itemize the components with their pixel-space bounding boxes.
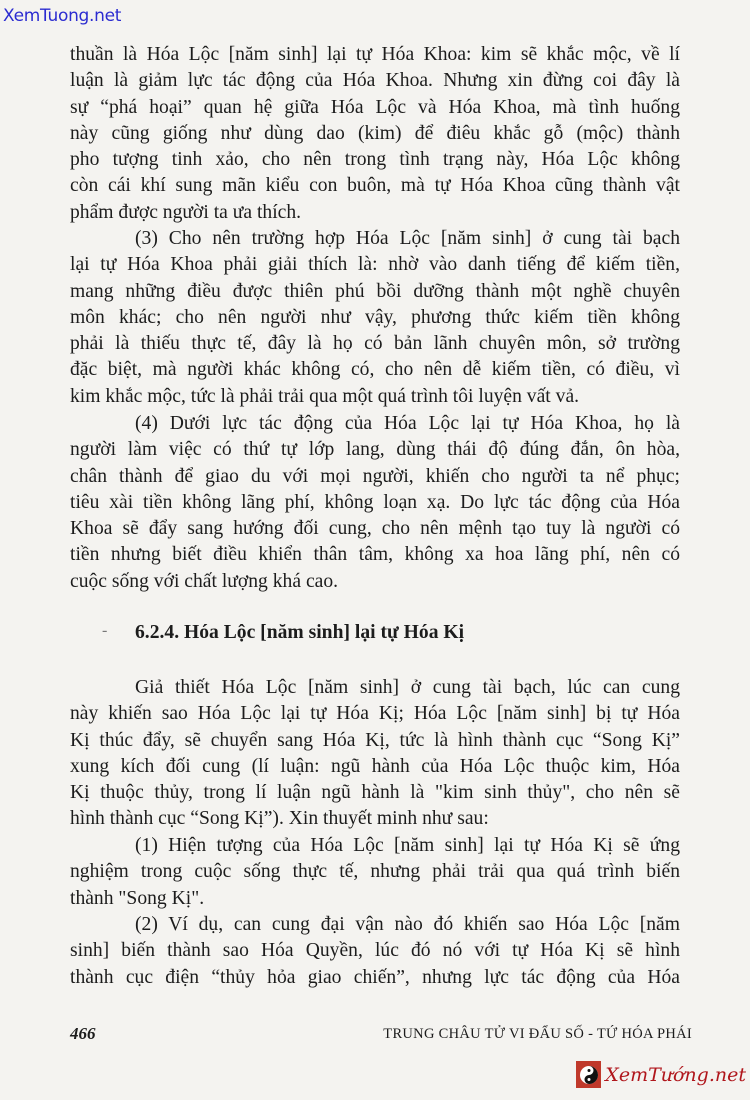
text-line: lại tự Hóa Khoa phải giải thích là: nhờ vào danh tiếng để kiếm tiền, <box>70 254 680 276</box>
text-line: luận là giảm lực tác động của Hóa Khoa. Nhưng xin đừng coi đây là <box>70 70 680 92</box>
text-line: này khiến sao Hóa Lộc lại tự Hóa Kị; Hóa Lộc [năm sinh] bị tự Hóa <box>70 703 680 725</box>
text-line: thành "Song Kị". <box>70 887 205 909</box>
text-line: hình thành cục “Song Kị”). Xin thuyết minh như sau: <box>70 808 489 830</box>
paragraph-5 <box>70 833 680 912</box>
text-line: phẩm được người ta ưa thích. <box>70 201 302 223</box>
yin-yang-icon <box>576 1061 601 1088</box>
text-line: (4) Dưới lực tác động của Hóa Lộc lại tự Hóa Khoa, họ là <box>135 413 680 434</box>
text-line: kim khắc mộc, tức là phải trải qua một quá trình tôi luyện vất vả. <box>70 385 580 407</box>
watermark-top: XemTuong.net <box>3 6 122 26</box>
site-logo <box>576 1061 746 1088</box>
text-line: sự “phá hoại” quan hệ giữa Hóa Lộc và Hóa Khoa, mà tình huống <box>70 96 680 118</box>
text-line: (1) Hiện tượng của Hóa Lộc [năm sinh] lại tự Hóa Kị sẽ ứng <box>135 835 680 856</box>
text-line: Khoa sẽ đẩy sang hướng đối cung, cho nên mệnh tạo tuy là người có <box>70 518 680 540</box>
text-line: môn khác; cho nên người như vậy, phương thức kiếm tiền không <box>70 306 680 328</box>
text-line: tiền nhưng biết điều khiển thân tâm, không xa hoa lãng phí, nên có <box>70 544 680 566</box>
heading-dash: - <box>102 622 108 639</box>
paragraph-4 <box>70 675 680 833</box>
text-line: thành cục điện “thủy hỏa giao chiến”, nhưng lực tác động của Hóa <box>70 966 680 988</box>
text-line: chân thành để giao du với mọi người, khiến cho người ta nể phục; <box>70 465 680 487</box>
paragraph-3 <box>70 411 680 595</box>
text-line: thuần là Hóa Lộc [năm sinh] lại tự Hóa Khoa: kim sẽ khắc mộc, về lí <box>70 44 680 65</box>
paragraph-6 <box>70 912 680 991</box>
logo-text: XemTướng.net <box>605 1063 746 1086</box>
text-line: Kị thuộc thủy, trong lí luận ngũ hành là "kim sinh thủy", cho nên sẽ <box>70 782 680 804</box>
paragraph-1 <box>70 42 680 226</box>
text-line: Kị thúc đẩy, sẽ chuyển sang Hóa Kị, tức là hình thành cục “Song Kị” <box>70 729 680 751</box>
paragraph-2 <box>70 226 680 410</box>
text-line: này cũng giống như dùng dao (kim) để điêu khắc gỗ (mộc) thành <box>70 122 680 144</box>
text-line: Giả thiết Hóa Lộc [năm sinh] ở cung tài bạch, lúc can cung <box>135 677 680 698</box>
text-line: (3) Cho nên trường hợp Hóa Lộc [năm sinh] ở cung tài bạch <box>135 228 680 249</box>
text-line: nghiệm trong cuộc sống thực tế, nhưng phải trải qua quá trình biến <box>70 861 680 883</box>
text-line: cuộc sống với chất lượng khá cao. <box>70 570 339 592</box>
text-line: còn cái khí sung mãn kiểu con buôn, mà tự Hóa Khoa cũng thành vật <box>70 175 680 197</box>
page-number: 466 <box>70 1024 96 1043</box>
text-line: mang những điều được thiên phú bồi dưỡng thành một nghề chuyên <box>70 280 680 302</box>
text-line: sinh] biến thành sao Hóa Quyền, lúc đó nó với tự Hóa Kị sẽ hình <box>70 940 680 962</box>
running-head: TRUNG CHÂU TỬ VI ĐẨU SỐ - TỨ HÓA PHÁI <box>383 1026 692 1042</box>
section-heading: 6.2.4. Hóa Lộc [năm sinh] lại tự Hóa Kị <box>135 622 465 643</box>
text-line: pho tượng tinh xảo, cho nên trong tình trạng này, Hóa Lộc không <box>70 149 680 171</box>
text-line: xung kích đối cung (lí luận: ngũ hành của Hóa Lộc thuộc kim, Hóa <box>70 755 680 777</box>
text-line: đặc biệt, mà người khác không có, cho nên dễ kiếm tiền, có điều, vì <box>70 359 680 381</box>
text-line: phải là thiếu thực tế, đây là họ có bản lãnh chuyên môn, sở trường <box>70 333 680 355</box>
text-line: tiêu xài tiền không lãng phí, không loạn xạ. Do lực tác động của Hóa <box>70 491 680 513</box>
text-line: (2) Ví dụ, can cung đại vận nào đó khiến sao Hóa Lộc [năm <box>135 914 680 935</box>
text-line: người làm việc có thứ tự lớp lang, dùng thái độ đúng đắn, ôn hòa, <box>70 439 680 461</box>
